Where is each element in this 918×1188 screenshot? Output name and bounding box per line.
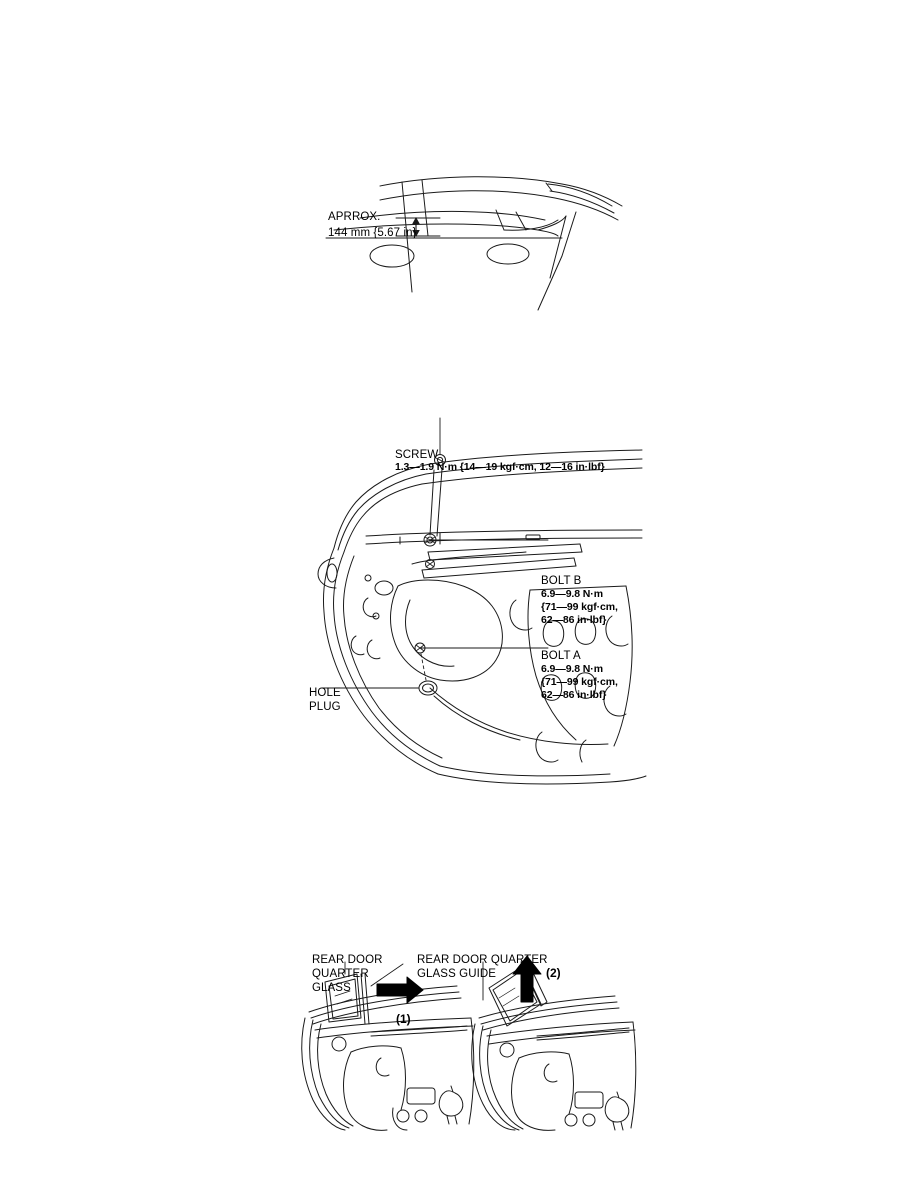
roof-clearance-line-art [300,160,630,330]
quarter-glass-guide-line-1: REAR DOOR QUARTER [417,954,548,966]
step-2-label: (2) [546,966,561,980]
hole-plug-line-2: PLUG [309,701,341,714]
bolt-b-label-title: BOLT B [541,575,582,587]
step-1-label: (1) [396,1012,411,1026]
hole-plug-line-1: HOLE [309,687,341,699]
bolt-b-torque-spec [541,588,618,626]
approx-dimension-title: APRROX. [328,211,381,223]
quarter-glass-line-2: QUARTER [312,968,369,981]
bolt-a-label-title: BOLT A [541,650,581,662]
bolt-a-torque-line-3: 62—86 in·lbf} [541,688,607,701]
hole-plug-label [309,686,341,714]
bolt-a-torque-spec [541,663,618,701]
approx-dimension-value: 144 mm {5.67 in} [328,227,417,239]
bolt-b-torque-line-2: {71—99 kgf·cm, [541,600,618,613]
bolt-b-torque-line-3: 62—86 in·lbf} [541,613,607,626]
rear-door-quarter-glass-guide-label [417,953,548,981]
figure-roof-clearance [300,160,630,330]
detail-step-2 [472,956,636,1130]
quarter-glass-line-3: GLASS [312,982,351,995]
screw-torque-spec: 1.3—1.9 N·m {14—19 kgf·cm, 12—16 in·lbf} [395,461,605,473]
bolt-a-torque-line-1: 6.9—9.8 N·m [541,663,603,675]
quarter-glass-guide-line-2: GLASS GUIDE [417,968,497,981]
bolt-b-torque-line-1: 6.9—9.8 N·m [541,588,603,600]
screw-label-title: SCREW [395,449,439,461]
rear-door-quarter-glass-label [312,953,383,995]
quarter-glass-line-1: REAR DOOR [312,954,383,966]
bolt-a-torque-line-2: {71—99 kgf·cm, [541,675,618,688]
